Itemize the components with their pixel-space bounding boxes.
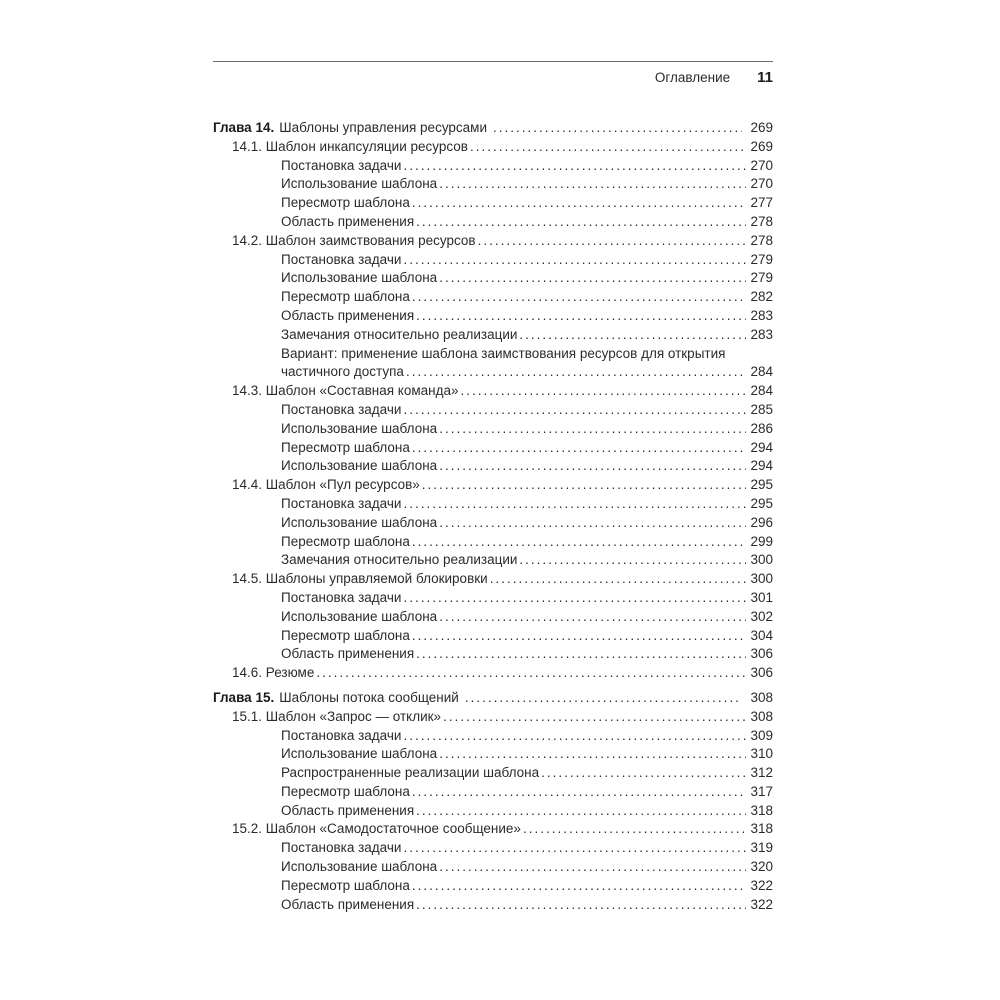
dot-leader [401,589,746,608]
dot-leader [437,420,746,439]
entry-title: Постановка задачи [281,727,402,743]
dot-leader [437,457,746,476]
dot-leader [420,476,747,495]
dot-leader [459,689,743,708]
toc-entry [213,664,773,683]
dot-leader [437,175,746,194]
toc-entry [213,645,773,664]
entry-page-number: 295 [750,495,773,511]
dot-leader [437,858,746,877]
dot-leader [468,138,747,157]
page-content [213,61,773,914]
entry-page-number: 309 [750,727,773,743]
entry-title-line1: Вариант: применение шаблона заимствования ресурсов для открытия [281,345,726,361]
entry-page-number: 296 [750,514,773,530]
toc-entry [213,783,773,802]
dot-leader [401,251,746,270]
entry-page-number: 270 [750,176,773,192]
entry-page-number: 283 [750,326,773,342]
chapter-label: Глава 14. [213,120,275,135]
entry-title: 14.1. Шаблон инкапсуляции ресурсов [232,138,468,154]
entry-title: 14.2. Шаблон заимствования ресурсов [232,232,476,248]
entry-page-number: 278 [750,213,773,229]
entry-page-number: 279 [750,270,773,286]
dot-leader [414,307,746,326]
dot-leader [441,708,746,727]
entry-title: 15.2. Шаблон «Самодостаточное сообщение» [232,821,521,837]
dot-leader [404,363,747,382]
entry-title: Область применения [281,213,415,229]
entry-title: Использование шаблона [281,420,438,436]
toc-entry [213,551,773,570]
entry-page-number: 308 [750,689,773,705]
entry-title: Постановка задачи [281,495,402,511]
entry-title: Использование шаблона [281,458,438,474]
dot-leader [401,839,746,858]
toc-entry [213,820,773,839]
entry-page-number: 320 [750,859,773,875]
toc-entry [213,213,773,232]
toc-chapter-entry [213,119,773,138]
entry-title: Использование шаблона [281,746,438,762]
entry-title: Пересмотр шаблона [281,877,410,893]
entry-page-number: 322 [750,877,773,893]
dot-leader [410,783,747,802]
entry-page-number: 284 [750,364,773,380]
toc-entry [213,288,773,307]
dot-leader [314,664,746,683]
toc-entry [213,307,773,326]
toc-entry [213,745,773,764]
entry-page-number: 306 [750,646,773,662]
entry-title: 14.4. Шаблон «Пул ресурсов» [232,477,420,493]
entry-title: Пересмотр шаблона [281,533,410,549]
chapter-label: Глава 15. [213,689,275,705]
dot-leader [410,194,747,213]
dot-leader [410,533,747,552]
toc-entry [213,764,773,783]
entry-page-number: 312 [750,765,773,781]
entry-page-number: 299 [750,533,773,549]
entry-title: Использование шаблона [281,270,438,286]
entry-title: Шаблоны управления ресурсами [279,120,488,135]
toc-entry [213,232,773,251]
toc-entry [213,138,773,157]
entry-page-number: 322 [750,896,773,912]
dot-leader [410,627,747,646]
entry-title: Пересмотр шаблона [281,289,410,305]
entry-page-number: 282 [750,289,773,305]
page-header [213,62,773,86]
toc-entry [213,533,773,552]
entry-page-number: 300 [750,552,773,568]
dot-leader [539,764,746,783]
toc-entry [213,608,773,627]
toc-entry [213,345,773,364]
toc-entry [213,157,773,176]
dot-leader [437,745,746,764]
entry-title: 14.3. Шаблон «Составная команда» [232,383,459,399]
toc-entry [213,363,773,382]
entry-title: Пересмотр шаблона [281,195,410,211]
entry-title: Пересмотр шаблона [281,627,410,643]
dot-leader [401,727,746,746]
entry-page-number: 294 [750,458,773,474]
entry-title: Постановка задачи [281,840,402,856]
toc-entry [213,194,773,213]
dot-leader [487,119,742,138]
entry-page-number: 319 [750,840,773,856]
entry-title: Использование шаблона [281,176,438,192]
entry-title: Пересмотр шаблона [281,783,410,799]
toc-entry [213,802,773,821]
toc-entry [213,877,773,896]
entry-title: Область применения [281,802,415,818]
toc-entry [213,727,773,746]
entry-page-number: 279 [750,251,773,267]
entry-title: Область применения [281,896,415,912]
toc-entry [213,476,773,495]
dot-leader [410,877,747,896]
toc-entry [213,251,773,270]
entry-title: 14.6. Резюме [232,665,315,681]
toc-entry [213,514,773,533]
dot-leader [414,896,746,915]
toc-entry [213,896,773,915]
entry-page-number: 286 [750,420,773,436]
dot-leader [517,326,746,345]
dot-leader [437,608,746,627]
entry-page-number: 301 [750,589,773,605]
entry-title: Использование шаблона [281,514,438,530]
dot-leader [517,551,746,570]
entry-page-number: 270 [750,157,773,173]
entry-title: Пересмотр шаблона [281,439,410,455]
entry-page-number: 300 [750,571,773,587]
toc-entry [213,627,773,646]
entry-page-number: 317 [750,783,773,799]
entry-page-number: 304 [750,627,773,643]
dot-leader [488,570,747,589]
dot-leader [401,401,746,420]
toc-chapter-entry [213,689,773,708]
dot-leader [414,645,746,664]
running-header-page-number: 11 [757,69,773,86]
toc [213,119,773,914]
dot-leader [410,439,747,458]
entry-title: Постановка задачи [281,157,402,173]
entry-page-number: 318 [750,821,773,837]
toc-entry [213,457,773,476]
entry-title: Использование шаблона [281,859,438,875]
toc-entry [213,570,773,589]
entry-page-number: 318 [750,802,773,818]
entry-title-line2: частичного доступа [281,364,404,380]
dot-leader [401,157,746,176]
entry-title: Область применения [281,646,415,662]
dot-leader [410,288,747,307]
toc-entry [213,382,773,401]
dot-leader [437,514,746,533]
entry-title: Постановка задачи [281,589,402,605]
dot-leader [414,802,746,821]
dot-leader [458,382,746,401]
toc-entry [213,175,773,194]
entry-title: Замечания относительно реализации [281,552,518,568]
entry-title: Использование шаблона [281,608,438,624]
dot-leader [521,820,747,839]
entry-title: Область применения [281,307,415,323]
entry-page-number: 269 [750,120,773,135]
entry-page-number: 284 [750,383,773,399]
entry-page-number: 302 [750,608,773,624]
toc-entry [213,858,773,877]
toc-entry [213,401,773,420]
entry-title: 14.5. Шаблоны управляемой блокировки [232,571,488,587]
dot-leader [414,213,746,232]
dot-leader [437,269,746,288]
entry-title: Распространенные реализации шаблона [281,765,540,781]
entry-page-number: 310 [750,746,773,762]
entry-page-number: 285 [750,401,773,417]
entry-page-number: 277 [750,195,773,211]
entry-page-number: 308 [750,708,773,724]
entry-page-number: 283 [750,307,773,323]
toc-entry [213,420,773,439]
entry-title: Постановка задачи [281,251,402,267]
entry-page-number: 294 [750,439,773,455]
toc-entry [213,839,773,858]
entry-title: Замечания относительно реализации [281,326,518,342]
entry-title: 15.1. Шаблон «Запрос — отклик» [232,708,442,724]
entry-page-number: 278 [750,232,773,248]
entry-page-number: 306 [750,665,773,681]
toc-entry [213,439,773,458]
toc-entry [213,326,773,345]
entry-title: Постановка задачи [281,401,402,417]
running-header-title: Оглавление [654,70,731,85]
dot-leader [476,232,747,251]
toc-entry [213,269,773,288]
entry-page-number: 269 [750,138,773,154]
toc-entry [213,708,773,727]
entry-title: Шаблоны потока сообщений [279,689,459,705]
entry-page-number: 295 [750,477,773,493]
dot-leader [401,495,746,514]
toc-entry [213,589,773,608]
toc-entry [213,495,773,514]
